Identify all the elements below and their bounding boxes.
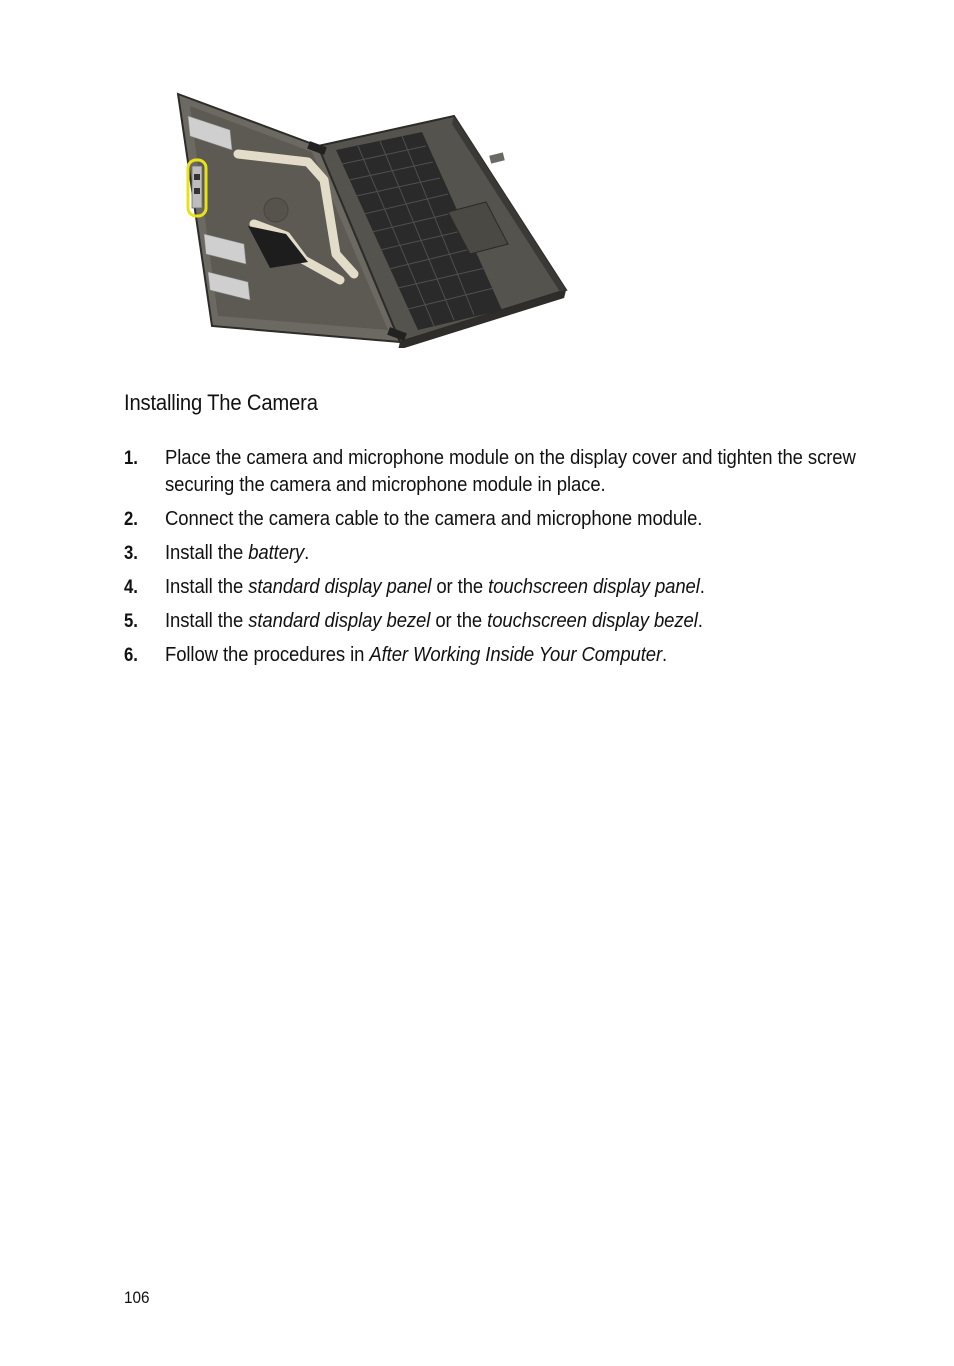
step-text-post: . <box>697 610 703 632</box>
step-text-mid: or the <box>430 610 488 632</box>
step-number: 3. <box>124 543 138 564</box>
laptop-camera-illustration <box>168 84 572 348</box>
step-text-post: . <box>662 644 668 666</box>
step-4 <box>124 574 864 601</box>
step-text-pre: Follow the procedures in <box>165 644 370 666</box>
touchscreen-display-bezel-link[interactable]: touchscreen display bezel <box>487 610 698 632</box>
step-3 <box>124 540 864 567</box>
section-title: Installing The Camera <box>124 390 318 415</box>
touchscreen-display-panel-link[interactable]: touchscreen display panel <box>488 576 700 598</box>
step-text <box>165 608 863 635</box>
camera-module <box>192 166 202 208</box>
standard-display-panel-link[interactable]: standard display panel <box>248 576 432 598</box>
step-6 <box>124 642 864 669</box>
step-text-post: . <box>699 576 705 598</box>
battery-link[interactable]: battery <box>248 542 305 564</box>
page-number: 106 <box>124 1288 150 1307</box>
step-text <box>165 642 863 669</box>
step-number: 6. <box>124 645 138 666</box>
step-text: Connect the camera cable to the camera and microphone module. <box>165 508 703 530</box>
procedure-steps <box>124 445 864 676</box>
standard-display-bezel-link[interactable]: standard display bezel <box>248 610 431 632</box>
step-text-pre: Install the <box>165 576 249 598</box>
step-number: 4. <box>124 577 138 598</box>
step-text: Place the camera and microphone module on the display cover and tighten the screw securing the camera and microphone module in place. <box>165 447 856 496</box>
step-text <box>165 574 863 601</box>
step-text-pre: Install the <box>165 610 249 632</box>
step-2 <box>124 506 864 533</box>
step-number: 1. <box>124 448 138 469</box>
step-number: 2. <box>124 509 138 530</box>
step-5 <box>124 608 864 635</box>
step-text <box>165 540 863 567</box>
step-text-pre: Install the <box>165 542 249 564</box>
step-1 <box>124 445 864 499</box>
step-text-post: . <box>304 542 310 564</box>
step-number: 5. <box>124 611 138 632</box>
after-working-inside-computer-link[interactable]: After Working Inside Your Computer <box>369 644 663 666</box>
step-text-mid: or the <box>431 576 489 598</box>
